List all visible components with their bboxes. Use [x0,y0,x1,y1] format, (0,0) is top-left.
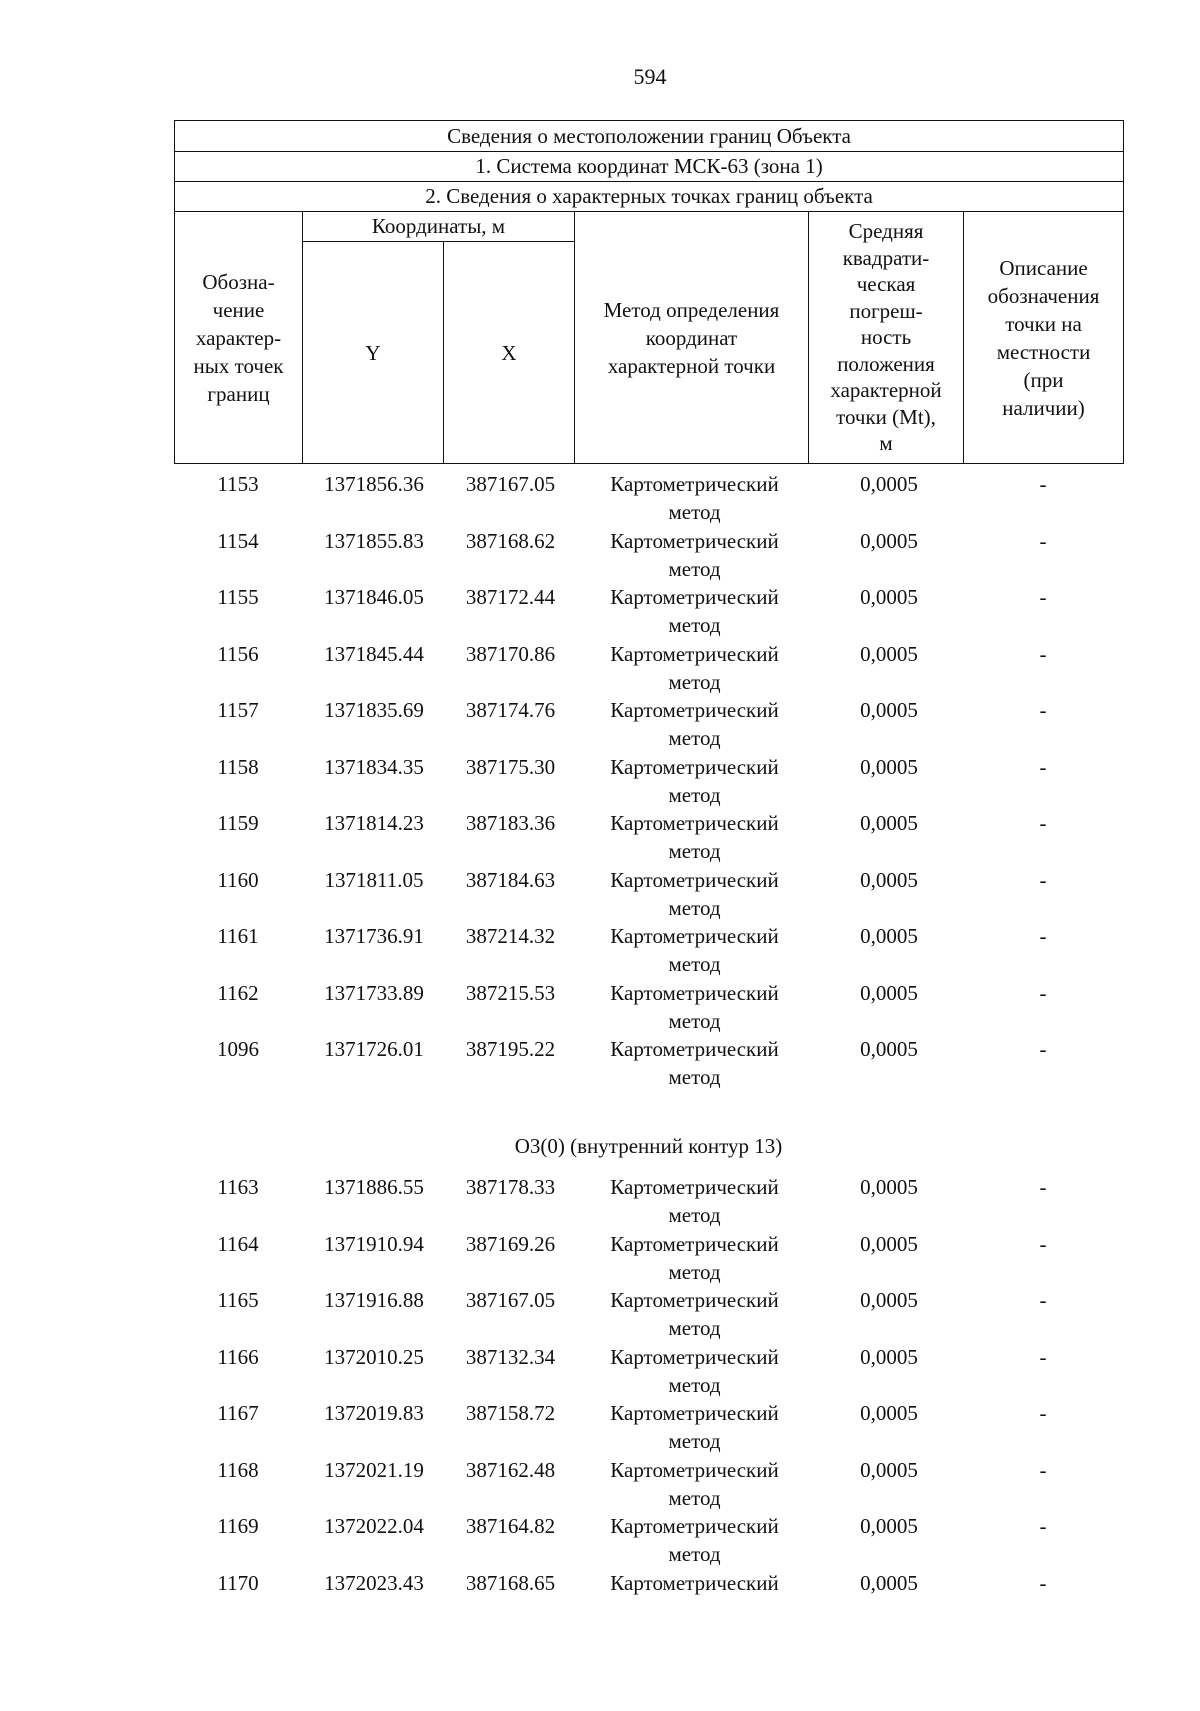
mean-square-error: 0,0005 [860,1288,918,1312]
method: Картометрический метод [610,980,779,1033]
mean-square-error: 0,0005 [860,811,918,835]
method: Картометрический метод [610,1401,779,1453]
point-description: - [1039,528,1047,553]
points-list [174,470,1123,1092]
coord-x: 387168.65 [465,1570,556,1595]
method: Картометрический метод [610,698,779,750]
coord-system-label: 1. Система координат МСК-63 (зона 1) [175,152,1124,182]
point-description: - [1039,1037,1047,1061]
point-description: - [1039,1457,1047,1482]
mean-square-error: 0,0005 [860,528,918,553]
table-row [174,1512,1123,1569]
coord-y: 1371736.91 [324,924,424,948]
coord-y: 1372010.25 [324,1344,424,1369]
point-description: - [1039,1570,1047,1595]
point-id: 1160 [217,867,259,892]
point-description: - [1039,641,1047,666]
table-row [174,696,1123,753]
method: Картометрический метод [610,867,779,920]
mean-square-error: 0,0005 [860,585,918,609]
method: Картометрический метод [610,1514,779,1566]
coord-x: 387169.26 [465,1231,556,1256]
point-description: - [1039,924,1047,948]
coord-x: 387132.34 [465,1344,556,1369]
point-id: 1158 [217,754,259,779]
point-id: 1161 [217,924,259,948]
method: Картометрический [610,1570,779,1595]
point-description: - [1039,1175,1047,1199]
table-row [174,1569,1123,1626]
table-row [174,470,1123,527]
col-header-designation: Обозна- чение характер- ных точек границ [175,212,303,464]
method: Картометрический метод [610,528,779,581]
point-id: 1169 [217,1514,259,1538]
coord-y: 1371733.89 [324,980,424,1005]
table-row [174,979,1123,1036]
mean-square-error: 0,0005 [860,924,918,948]
mean-square-error: 0,0005 [860,867,918,892]
coord-y: 1372022.04 [324,1514,424,1538]
point-description: - [1039,1514,1047,1538]
coord-x: 387158.72 [465,1401,556,1425]
coord-y: 1371856.36 [324,472,424,496]
mean-square-error: 0,0005 [860,1231,918,1256]
col-header-description: Описание обозначения точки на местности (при наличии) [964,212,1124,464]
coord-x: 387164.82 [465,1514,556,1538]
mean-square-error: 0,0005 [860,980,918,1005]
boundary-header-table [174,120,1124,464]
table-row [174,527,1123,584]
coord-y: 1372023.43 [324,1570,424,1595]
coord-x: 387170.86 [465,641,556,666]
point-id: 1164 [217,1231,259,1256]
point-description: - [1039,811,1047,835]
table-row [174,866,1123,923]
mean-square-error: 0,0005 [860,1570,918,1595]
method: Картометрический метод [610,1344,779,1397]
coord-y: 1372019.83 [324,1401,424,1425]
coord-x: 387167.05 [465,472,556,496]
table-row [174,753,1123,810]
coord-x: 387215.53 [465,980,556,1005]
point-id: 1153 [217,472,259,496]
point-description: - [1039,980,1047,1005]
table-row [174,809,1123,866]
coord-y: 1371855.83 [324,528,424,553]
method: Картометрический метод [610,1288,779,1340]
point-description: - [1039,585,1047,609]
method: Картометрический метод [610,1457,779,1510]
point-description: - [1039,1288,1047,1312]
table-row [174,1399,1123,1456]
coord-x: 387178.33 [465,1175,556,1199]
point-id: 1154 [217,528,259,553]
point-id: 1163 [217,1175,259,1199]
col-header-error: Средняя квадрати- ческая погреш- ность положения характерной точки (Mt), м [809,212,964,464]
point-description: - [1039,698,1047,722]
inner-contour-points-list [174,1173,1123,1625]
col-header-y: Y [303,242,444,464]
method: Картометрический метод [610,1175,779,1227]
method: Картометрический метод [610,811,779,863]
coord-x: 387168.62 [465,528,556,553]
coord-y: 1371811.05 [324,867,424,892]
table-title: Сведения о местоположении границ Объекта [175,121,1124,152]
mean-square-error: 0,0005 [860,472,918,496]
coord-y: 1371814.23 [324,811,424,835]
coord-x: 387167.05 [465,1288,556,1312]
coord-x: 387184.63 [465,867,556,892]
point-description: - [1039,1344,1047,1369]
point-id: 1168 [217,1457,259,1482]
mean-square-error: 0,0005 [860,1344,918,1369]
coord-y: 1371834.35 [324,754,424,779]
table-row [174,922,1123,979]
method: Картометрический метод [610,924,779,976]
point-description: - [1039,1401,1047,1425]
table-row [174,1456,1123,1513]
mean-square-error: 0,0005 [860,1037,918,1061]
coord-y: 1371845.44 [324,641,424,666]
section-label: 2. Сведения о характерных точках границ объекта [175,182,1124,212]
method: Картометрический метод [610,1231,779,1284]
table-row [174,1173,1123,1230]
table-row [174,1230,1123,1287]
mean-square-error: 0,0005 [860,1401,918,1425]
coord-y: 1372021.19 [324,1457,424,1482]
coord-y: 1371726.01 [324,1037,424,1061]
coord-y: 1371835.69 [324,698,424,722]
coord-y: 1371886.55 [324,1175,424,1199]
mean-square-error: 0,0005 [860,698,918,722]
method: Картометрический метод [610,585,779,637]
col-header-method: Метод определения координат характерной точки [575,212,809,464]
point-id: 1170 [217,1570,259,1595]
point-id: 1162 [217,980,259,1005]
method: Картометрический метод [610,754,779,807]
point-description: - [1039,472,1047,496]
point-description: - [1039,754,1047,779]
col-header-x: X [444,242,575,464]
mean-square-error: 0,0005 [860,641,918,666]
coord-x: 387162.48 [465,1457,556,1482]
point-id: 1167 [217,1401,259,1425]
coord-x: 387174.76 [465,698,556,722]
table-row [174,1343,1123,1400]
mean-square-error: 0,0005 [860,1514,918,1538]
coord-y: 1371910.94 [324,1231,424,1256]
point-id: 1166 [217,1344,259,1369]
method: Картометрический метод [610,641,779,694]
coord-y: 1371916.88 [324,1288,424,1312]
method: Картометрический метод [610,1037,779,1089]
method: Картометрический метод [610,472,779,524]
coord-x: 387175.30 [465,754,556,779]
point-id: 1159 [217,811,259,835]
point-id: 1156 [217,641,259,666]
coord-x: 387183.36 [465,811,556,835]
coord-x: 387214.32 [465,924,556,948]
mean-square-error: 0,0005 [860,1175,918,1199]
point-id: 1157 [217,698,259,722]
coord-x: 387195.22 [465,1037,556,1061]
coord-y: 1371846.05 [324,585,424,609]
inner-contour-title: О3(0) (внутренний контур 13) [514,1134,783,1158]
point-description: - [1039,867,1047,892]
point-id: 1165 [217,1288,259,1312]
point-id: 1096 [217,1037,259,1061]
table-row [174,583,1123,640]
table-row [174,640,1123,697]
point-description: - [1039,1231,1047,1256]
coord-x: 387172.44 [465,585,556,609]
mean-square-error: 0,0005 [860,1457,918,1482]
table-row [174,1286,1123,1343]
page-number: 594 [633,64,667,89]
table-row [174,1035,1123,1092]
col-header-coords: Координаты, м [303,212,575,242]
mean-square-error: 0,0005 [860,754,918,779]
point-id: 1155 [217,585,259,609]
